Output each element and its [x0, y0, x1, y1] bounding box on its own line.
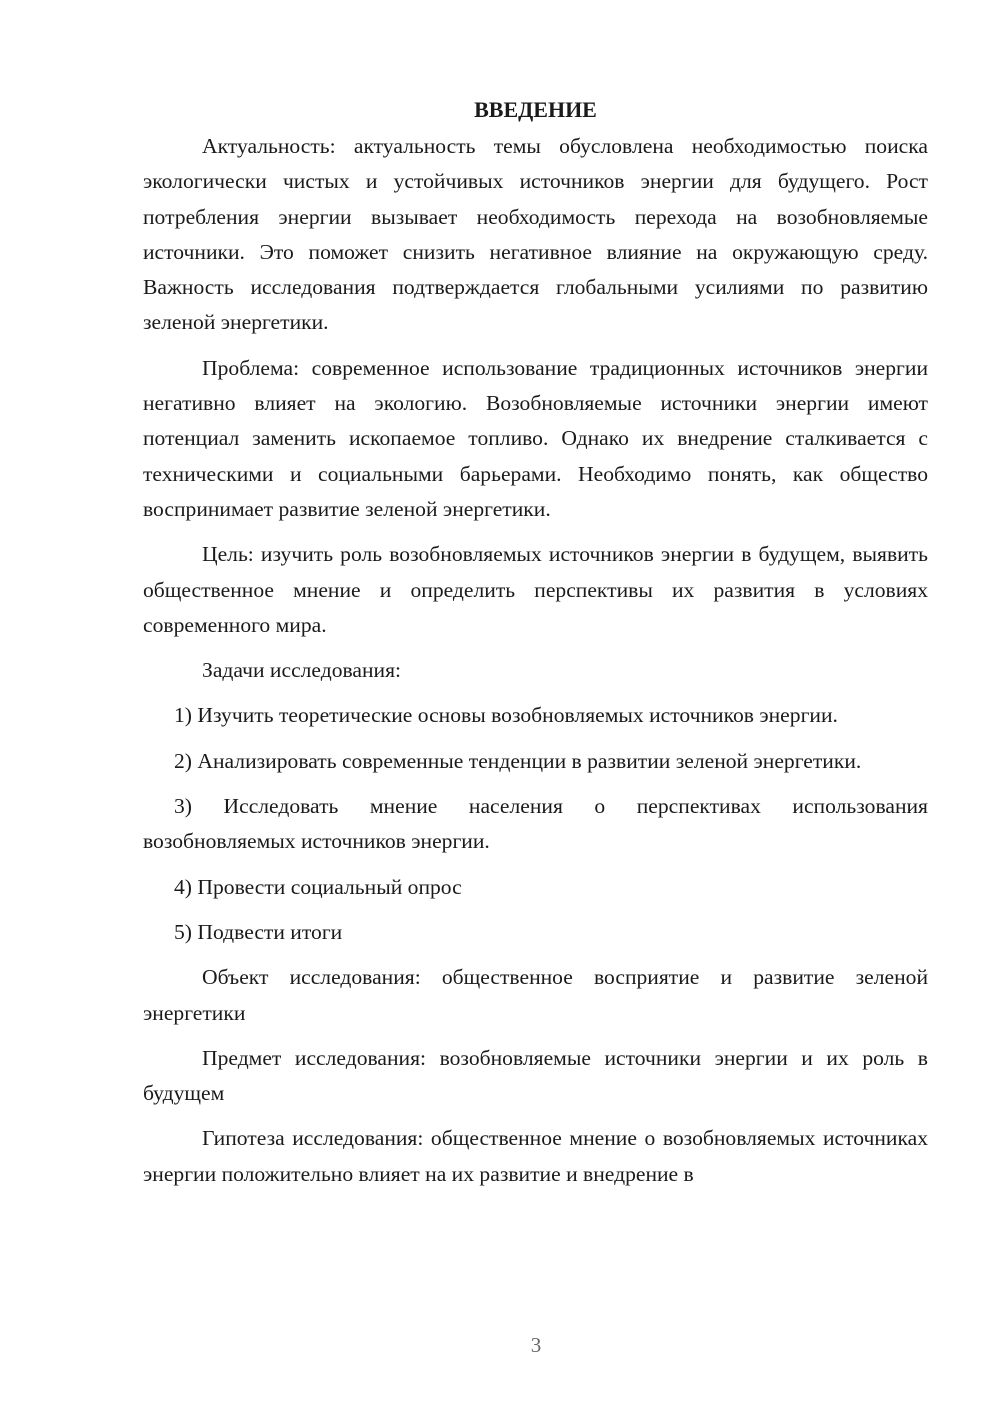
page-number: 3	[530, 1333, 542, 1357]
task-item: 3) Исследовать мнение населения о перспективах использования возобновляемых источников энергии.	[143, 794, 928, 854]
section-heading: ВВЕДЕНИЕ	[474, 97, 597, 122]
task-item: 1) Изучить теоретические основы возобновляемых источников энергии.	[174, 703, 838, 728]
document-page	[143, 92, 928, 1202]
paragraph-tasks-heading: Задачи исследования:	[202, 658, 402, 683]
task-item: 5) Подвести итоги	[174, 919, 343, 944]
paragraph-hypothesis: Гипотеза исследования: общественное мнение о возобновляемых источниках энергии положительно влияет на их развитие и внедрение в	[143, 1126, 928, 1186]
paragraph-relevance: Актуальность: актуальность темы обусловлена необходимостью поиска экологически чистых и устойчивых источников энергии для будущего. Рост потребления энергии вызывает необходимость перехода на возобновляемые источники. Это поможет снизить негативное влияние на окружающую среду. Важность исследования подтверждается глобальными усилиями по развитию зеленой энергетики.	[143, 134, 928, 335]
paragraph-object: Объект исследования: общественное восприятие и развитие зеленой энергетики	[143, 965, 928, 1025]
task-item: 4) Провести социальный опрос	[174, 874, 462, 899]
paragraph-problem: Проблема: современное использование традиционных источников энергии негативно влияет на экологию. Возобновляемые источники энергии имеют потенциал заменить ископаемое топливо. Однако их внедрение сталкивается с техническими и социальными барьерами. Необходимо понять, как общество воспринимает развитие зеленой энергетики.	[143, 355, 928, 521]
paragraph-subject: Предмет исследования: возобновляемые источники энергии и их роль в будущем	[143, 1045, 928, 1106]
task-item: 2) Анализировать современные тенденции в развитии зеленой энергетики.	[174, 748, 862, 773]
paragraph-goal: Цель: изучить роль возобновляемых источников энергии в будущем, выявить общественное мнение и определить перспективы их развития в условиях современного мира.	[143, 542, 928, 637]
